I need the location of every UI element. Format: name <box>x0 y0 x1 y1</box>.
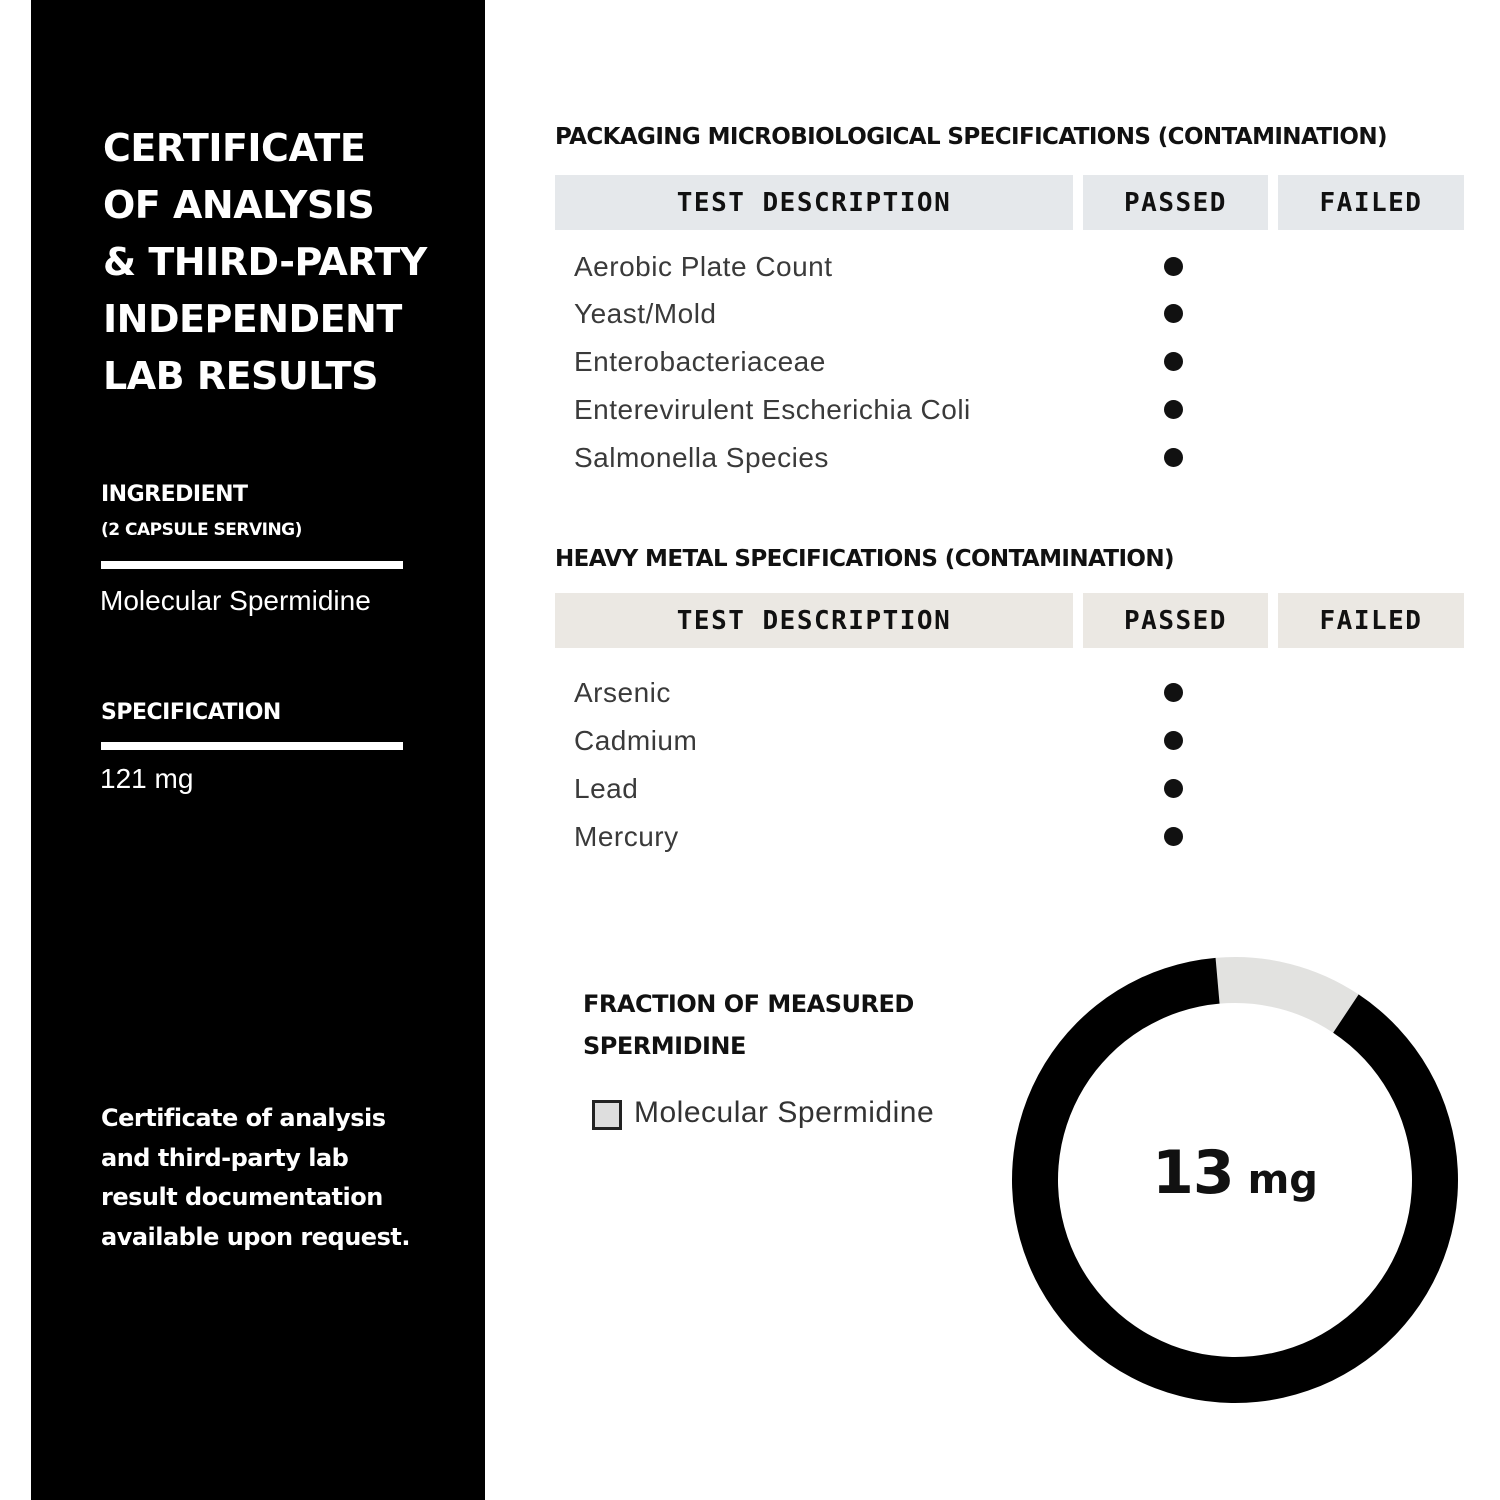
note-line: available upon request. <box>101 1222 410 1251</box>
passed-dot-icon <box>1164 400 1183 419</box>
header-failed: FAILED <box>1278 593 1464 648</box>
passed-dot-icon <box>1164 827 1183 846</box>
fraction-title-line: FRACTION OF MEASURED <box>583 990 914 1018</box>
page-title <box>103 120 427 405</box>
test-description: Arsenic <box>574 677 671 708</box>
donut-center-value: 13 <box>1152 1138 1234 1208</box>
specification-value: 121 mg <box>100 763 194 794</box>
table-row <box>574 765 1464 813</box>
donut-center-label <box>1010 1138 1460 1208</box>
passed-dot-icon <box>1164 304 1183 323</box>
passed-dot-icon <box>1164 257 1183 276</box>
sidebar-panel <box>31 0 485 1500</box>
note-line: result documentation <box>101 1183 383 1211</box>
title-line: CERTIFICATE <box>103 126 366 170</box>
table-row <box>574 290 1464 338</box>
table-row <box>574 717 1464 765</box>
test-description: Salmonella Species <box>574 442 829 473</box>
legend-label: Molecular Spermidine <box>634 1096 935 1129</box>
ingredient-divider <box>101 561 403 569</box>
table-row <box>574 434 1464 482</box>
passed-dot-icon <box>1164 683 1183 702</box>
fraction-title <box>583 983 914 1067</box>
header-failed: FAILED <box>1278 175 1464 230</box>
heavy-metal-table-header <box>555 593 1464 648</box>
note-line: Certificate of analysis <box>101 1104 386 1132</box>
table-row <box>574 338 1464 386</box>
table-row <box>574 669 1464 717</box>
legend-swatch <box>592 1100 622 1130</box>
test-description: Yeast/Mold <box>574 298 717 329</box>
ingredient-value: Molecular Spermidine <box>100 585 371 616</box>
test-description: Enterevirulent Escherichia Coli <box>574 394 971 425</box>
ingredient-label: INGREDIENT <box>101 482 248 507</box>
test-description: Lead <box>574 773 639 804</box>
note-line: and third-party lab <box>101 1143 349 1172</box>
donut-slice-molecular-spermidine <box>1216 957 1359 1033</box>
test-description: Aerobic Plate Count <box>574 251 833 282</box>
microbiological-section-title: PACKAGING MICROBIOLOGICAL SPECIFICATIONS (CONTAMINATION) <box>555 124 1387 150</box>
title-line: LAB RESULTS <box>103 354 378 398</box>
heavy-metal-section-title: HEAVY METAL SPECIFICATIONS (CONTAMINATION) <box>555 546 1174 572</box>
passed-dot-icon <box>1164 448 1183 467</box>
passed-dot-icon <box>1164 731 1183 750</box>
table-row <box>574 813 1464 861</box>
title-line: INDEPENDENT <box>103 297 402 341</box>
test-description: Enterobacteriaceae <box>574 346 826 377</box>
availability-note <box>101 1099 461 1257</box>
specification-divider <box>101 742 403 750</box>
passed-dot-icon <box>1164 352 1183 371</box>
passed-dot-icon <box>1164 779 1183 798</box>
table-row <box>574 243 1464 291</box>
microbiological-table-header <box>555 175 1464 230</box>
test-description: Mercury <box>574 821 679 852</box>
specification-label: SPECIFICATION <box>101 700 281 725</box>
title-line: OF ANALYSIS <box>103 183 375 227</box>
title-line: & THIRD-PARTY <box>103 240 427 284</box>
header-test-description: TEST DESCRIPTION <box>555 175 1073 230</box>
header-test-description: TEST DESCRIPTION <box>555 593 1073 648</box>
donut-center-unit: mg <box>1247 1157 1318 1203</box>
header-passed: PASSED <box>1083 175 1268 230</box>
ingredient-sublabel: (2 CAPSULE SERVING) <box>101 520 302 540</box>
fraction-title-line: SPERMIDINE <box>583 1032 746 1060</box>
table-row <box>574 386 1464 434</box>
test-description: Cadmium <box>574 725 698 756</box>
header-passed: PASSED <box>1083 593 1268 648</box>
